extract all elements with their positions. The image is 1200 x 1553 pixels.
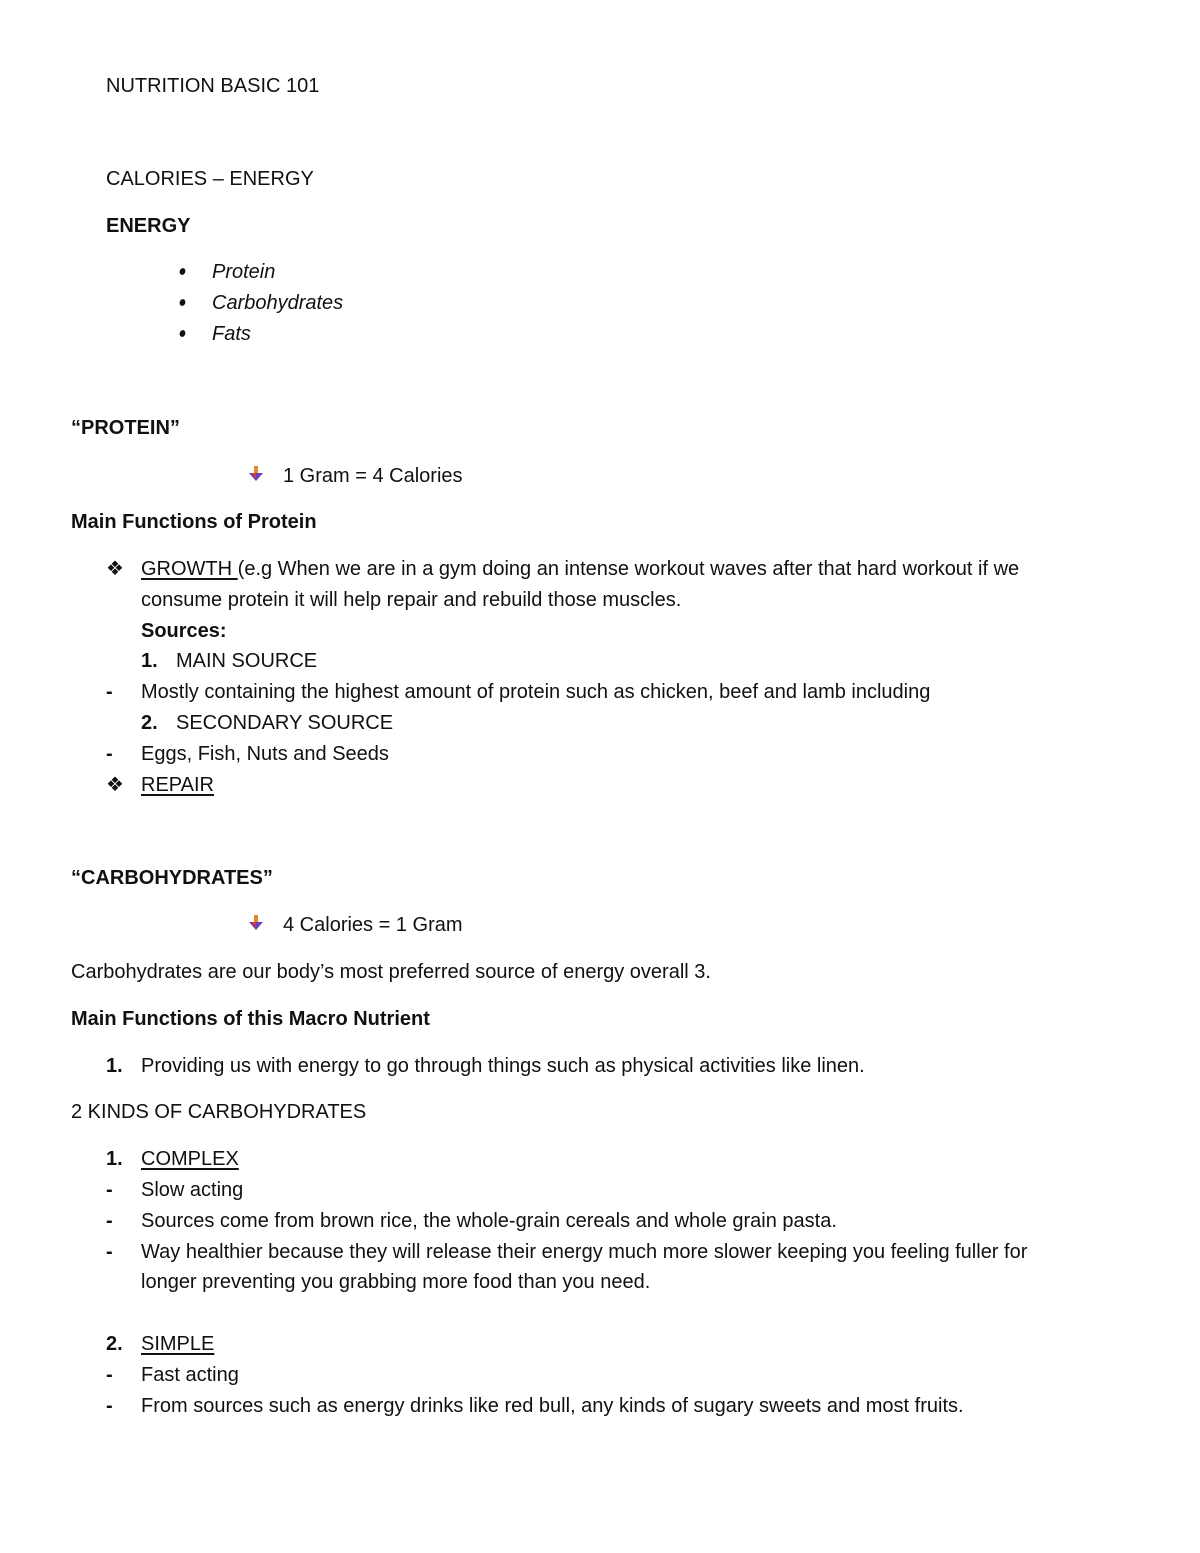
dash-bullet: - [106,743,113,765]
simple-label: SIMPLE [141,1333,215,1355]
list-number: 2. [141,712,158,734]
carbs-kinds-heading: 2 KINDS OF CARBOHYDRATES [71,1101,367,1123]
secondary-source-desc: Eggs, Fish, Nuts and Seeds [141,743,389,765]
dash-bullet: - [106,1395,113,1417]
protein-ratio: 1 Gram = 4 Calories [283,465,463,487]
arrow-down-icon [249,915,263,931]
calories-heading: CALORIES – ENERGY [106,168,314,190]
energy-heading: ENERGY [106,215,191,237]
dash-bullet: - [106,1241,113,1263]
energy-item-protein: Protein [212,261,276,283]
carbs-functions-heading: Main Functions of this Macro Nutrient [71,1008,430,1030]
complex-item: Slow acting [141,1179,244,1201]
protein-heading: “PROTEIN” [71,417,180,439]
main-source-label: MAIN SOURCE [176,650,318,672]
list-number: 1. [106,1148,123,1170]
carbs-intro: Carbohydrates are our body’s most preferred source of energy overall 3. [71,961,711,983]
energy-item-carbohydrates: Carbohydrates [212,292,344,314]
main-source-desc: Mostly containing the highest amount of protein such as chicken, beef and lamb including [141,681,931,703]
complex-item-continued: longer preventing you grabbing more food than you need. [141,1271,651,1293]
growth-label: GROWTH [141,558,238,580]
energy-item-fats: Fats [212,323,251,345]
dash-bullet: - [106,681,113,703]
carbs-function-1: Providing us with energy to go through things such as physical activities like linen. [141,1055,865,1077]
carbohydrates-heading: “CARBOHYDRATES” [71,867,273,889]
simple-item: From sources such as energy drinks like red bull, any kinds of sugary sweets and most fruits. [141,1395,964,1417]
growth-text-continued: consume protein it will help repair and rebuild those muscles. [141,589,682,611]
complex-item: Sources come from brown rice, the whole-grain cereals and whole grain pasta. [141,1210,837,1232]
diamond-bullet-icon: ❖ [106,558,124,580]
dash-bullet: - [106,1364,113,1386]
dash-bullet: - [106,1210,113,1232]
simple-item: Fast acting [141,1364,239,1386]
growth-text: (e.g When we are in a gym doing an intense workout waves after that hard workout if we [237,558,1020,580]
dash-bullet: - [106,1179,113,1201]
arrow-down-icon [249,466,263,482]
complex-label: COMPLEX [141,1148,239,1170]
sources-label: Sources: [141,620,227,642]
carbs-ratio: 4 Calories = 1 Gram [283,914,463,936]
growth-line [141,557,1019,581]
bullet-icon [179,298,187,306]
list-number: 2. [106,1333,123,1355]
list-number: 1. [141,650,158,672]
document-title: NUTRITION BASIC 101 [106,75,320,97]
repair-label: REPAIR [141,774,214,796]
secondary-source-label: SECONDARY SOURCE [176,712,394,734]
complex-item: Way healthier because they will release their energy much more slower keeping you feeling fuller for [141,1241,1028,1263]
protein-functions-heading: Main Functions of Protein [71,511,317,533]
bullet-icon [179,329,187,337]
bullet-icon [179,267,187,275]
diamond-bullet-icon: ❖ [106,774,124,796]
list-number: 1. [106,1055,123,1077]
